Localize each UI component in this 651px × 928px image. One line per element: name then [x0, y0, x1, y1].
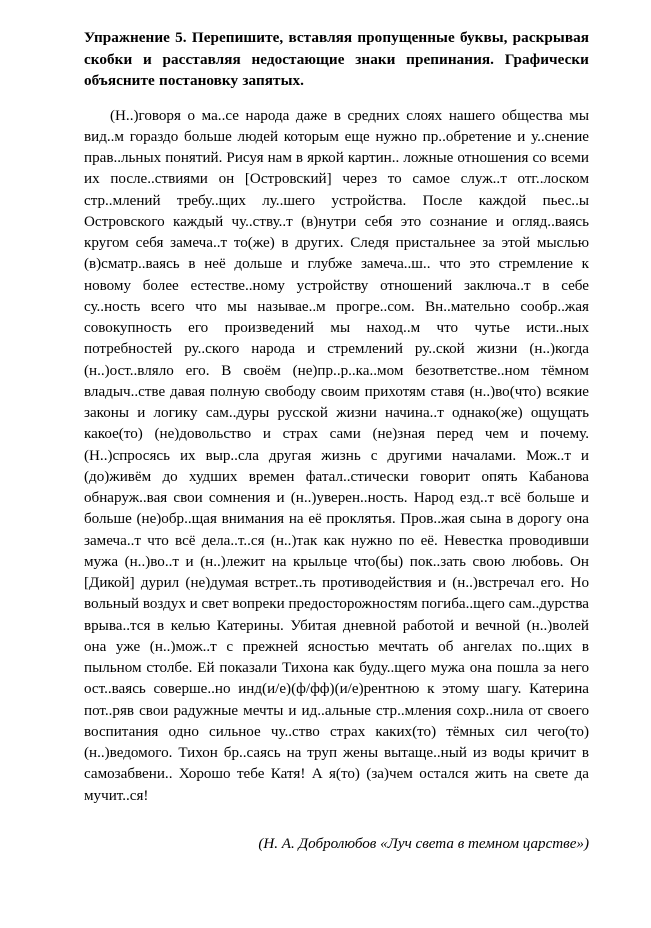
document-content	[84, 27, 589, 855]
exercise-heading: Упражнение 5. Перепишите, вставляя пропущенные буквы, раскрывая скобки и расставляя недостающие знаки препинания. Графически объясните постановку запятых.	[84, 29, 589, 90]
exercise-body-text: (Н..)говоря о ма..се народа даже в средних слоях нашего общества мы вид..м гораздо больше людей которым еще нужно пр..обретение и у..снение прав..льных понятий. Рисуя нам в яркой картин.. ложные отношения со всеми их после..ствиями он [Островский] через то самое служ..т отг..лоском стр..млений требу..щих лу..шего устройства. После каждой пьес..ы Островского каждый чу..ству..т (в)нутри себя это сознание и огляд..ваясь кругом себя замеча..т то(же) в других. Следя пристальнее за этой мыслью (в)сматр..ваясь в неё дольше и глубже замеча..ш.. что это стремление к новому более естестве..ному устройству отношений заключа..т в себе су..ность всего что мы называе..м прогре..сом. Вн..мательно сообр..жая совокупность его произведений мы наход..м что чутье исти..ных потребностей ру..ского народа и стремлений ру..ской жизни (н..)когда (н..)ост..вляло его. В своём (не)пр..р..ка..мом безответстве..ном тёмном владыч..стве давая полную свободу своим прихотям ставя (н..)во(что) всякие законы и логику сам..дуры русской жизни начина..т однако(же) ощущать какое(то) (не)довольство и страх сами (не)зная перед чем и почему. (Н..)спросясь их выр..сла другая жизнь с другими началами. Мож..т и (до)живём до худших времен фатал..стически говорит опять Кабанова обнаруж..вая свои сомнения и (н..)уверен..ность. Народ езд..т всё больше и больше (не)обр..щая внимания на её проклятья. Пров..жая сына в дорогу она замеча..т что всё дела..т..ся (н..)так как нужно по её. Невестка проводивши мужа (н..)во..т и (н..)лежит на крыльце что(бы) пок..зать свою любовь. Он [Дикой] дурил (не)думая встрет..ть противодействия и (н..)встречал его. Но вольный воздух и свет вопреки предосторожностям погиба..щего сам..дурства врыва..тся в келью Катерины. Убитая дневной работой и вечной (н..)волей она уже (н..)мож..т с прежней ясностью мечтать об ангелах по..щих в пыльном столбе. Ей показали Тихона как буду..щего мужа она пошла за него ост..ваясь соверше..но инд(и/е)(ф/фф)(и/е)рентною к этому шагу. Катерина пот..ряв свои радужные мечты и ид..альные стр..мления сохр..нила от своего воспитания одно сильное чу..ство страх каких(то) тёмных сил чего(то) (н..)ведомого. Тихон бр..саясь на труп жены вытаще..ный из воды кричит в самозабвени.. Хорошо тебе Катя! А я(то) (за)чем остался жить на свете да мучит..ся!	[84, 107, 589, 804]
source-attribution: (Н. А. Добролюбов «Луч света в темном царстве»)	[258, 835, 589, 852]
